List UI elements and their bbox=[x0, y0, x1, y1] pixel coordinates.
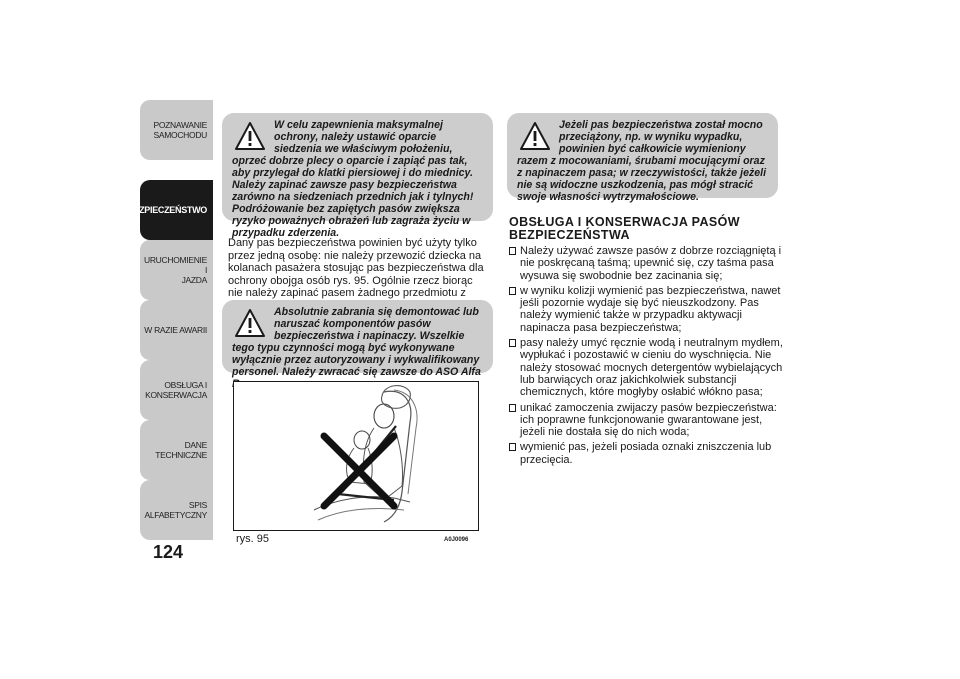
list-item-text: wymienić pas, jeżeli posiada oznaki zniszczenia lub przecięcia. bbox=[520, 441, 772, 466]
checkbox-bullet-icon bbox=[509, 404, 516, 412]
checkbox-bullet-icon bbox=[509, 287, 516, 295]
warning-text: Jeżeli pas bezpieczeństwa został mocno przeciążony, np. w wyniku wypadku, powinien być całkowicie wymieniony razem z mocowaniami, śrubami mocującymi oraz z napinaczem pasa; w rzeczywistości, także jeżeli nie są widoczne uszkodzenia, pas mógł stracić swoje własności wytrzymałościowe. bbox=[517, 119, 767, 203]
warning-text: Absolutnie zabrania się demontować lub naruszać komponentów pasów bezpieczeństwa i napinaczy. Wszelkie tego typu czynności mogą być wykonywane wyłącznie przez autoryzowany i wykwalifikowany personel. Należy zwracać się zawsze do ASO Alfa bbox=[232, 306, 481, 378]
list-item bbox=[509, 337, 784, 398]
list-item bbox=[509, 441, 784, 466]
maintenance-list bbox=[509, 245, 784, 469]
tab-spis-alfabetyczny[interactable] bbox=[140, 480, 213, 540]
checkbox-bullet-icon bbox=[509, 339, 516, 347]
seat-belt-illustration bbox=[234, 382, 478, 530]
tab-dane-techniczne[interactable] bbox=[140, 420, 213, 480]
list-item bbox=[509, 402, 784, 439]
tab-label: W RAZIE AWARII bbox=[144, 325, 207, 335]
tab-poznawanie-samochodu[interactable] bbox=[140, 100, 213, 160]
figure-code: A0J0096 bbox=[444, 537, 469, 543]
tab-label: OBSŁUGA I KONSERWACJA bbox=[145, 380, 207, 400]
checkbox-bullet-icon bbox=[509, 247, 516, 255]
list-item-text: unikać zamoczenia zwijaczy pasów bezpieczeństwa: ich poprawne funkcjonowanie gwarantowane jest, jeżeli nie dostała się do nich woda; bbox=[520, 401, 777, 439]
tab-bezpieczenstwo[interactable] bbox=[127, 180, 213, 240]
tab-label: BEZPIECZEŃSTWO bbox=[127, 205, 207, 215]
tab-label: POZNAWANIE SAMOCHODU bbox=[153, 120, 207, 140]
list-item-text: pasy należy umyć ręcznie wodą i neutralnym mydłem, wypłukać i pozostawić w cieniu do wyschnięcia. Nie należy stosować mocnych detergentów wybielających lub barwiących oraz jakichkolwiek substancji chemicznych, które mogłyby osłabić włókno pasa; bbox=[520, 337, 783, 399]
body-paragraph: Dany pas bezpieczeństwa powinien być użyty tylko przez jedną osobę: nie należy przewozić dziecka na kolanach pasażera stosując pas bezpieczeństwa dla ochrony obojga osób rys. 95. Ogólnie rzecz biorąc nie należy zapinać pasem żadnego przedmiotu z bbox=[228, 237, 484, 299]
tab-w-razie-awarii[interactable] bbox=[140, 300, 213, 360]
tab-label: DANE TECHNICZNE bbox=[155, 440, 207, 460]
tab-uruchomienie-i-jazda[interactable] bbox=[140, 240, 213, 300]
list-item bbox=[509, 245, 784, 282]
checkbox-bullet-icon bbox=[509, 443, 516, 451]
page-number: 124 bbox=[153, 542, 184, 562]
list-item-text: w wyniku kolizji wymienić pas bezpieczeństwa, nawet jeśli pozornie wydaje się być nieuszkodzony. Pas należy wymienić także w przypadku aktywacji napinacza pasa bezpieczeństwa; bbox=[520, 284, 781, 334]
warning-triangle-icon bbox=[519, 121, 551, 151]
warning-box-no-tampering bbox=[222, 300, 493, 378]
warning-triangle-icon bbox=[234, 121, 266, 151]
tab-label: SPIS ALFABETYCZNY bbox=[144, 500, 207, 520]
tab-obsluga-i-konserwacja[interactable] bbox=[140, 360, 213, 420]
warning-box-overloaded-belt bbox=[507, 113, 778, 203]
warning-text: W celu zapewnienia maksymalnej ochrony, należy ustawić oparcie siedzenia we właściwym położeniu, oprzeć dobrze plecy o oparcie i zapiąć pas tak, aby przylegał do klatki piersiowej i do miednicy. Należy zapinać zawsze pasy bezpieczeństwa zarówno na siedzeniach przednich jak i tylnych! Podróżowanie bez zapiętych pasów zwiększa ryzyko poważnych obrażeń lub zagraża życiu w przypadku zderzenia. bbox=[232, 119, 474, 239]
list-item-text: Należy używać zawsze pasów z dobrze rozciągniętą i nie poskręcaną taśmą; upewnić się, czy taśma pasa wysuwa się swobodnie bez zacinania się; bbox=[520, 245, 782, 282]
list-item bbox=[509, 285, 784, 334]
warning-triangle-icon bbox=[234, 308, 266, 338]
warning-box-maximum-protection bbox=[222, 113, 493, 239]
section-heading: OBSŁUGA I KONSERWACJA PASÓW BEZPIECZEŃSTWA bbox=[509, 215, 740, 242]
figure-caption: rys. 95 bbox=[236, 533, 270, 545]
figure-child-on-lap-prohibited bbox=[233, 381, 479, 531]
tab-label: URUCHOMIENIE I JAZDA bbox=[144, 255, 207, 285]
